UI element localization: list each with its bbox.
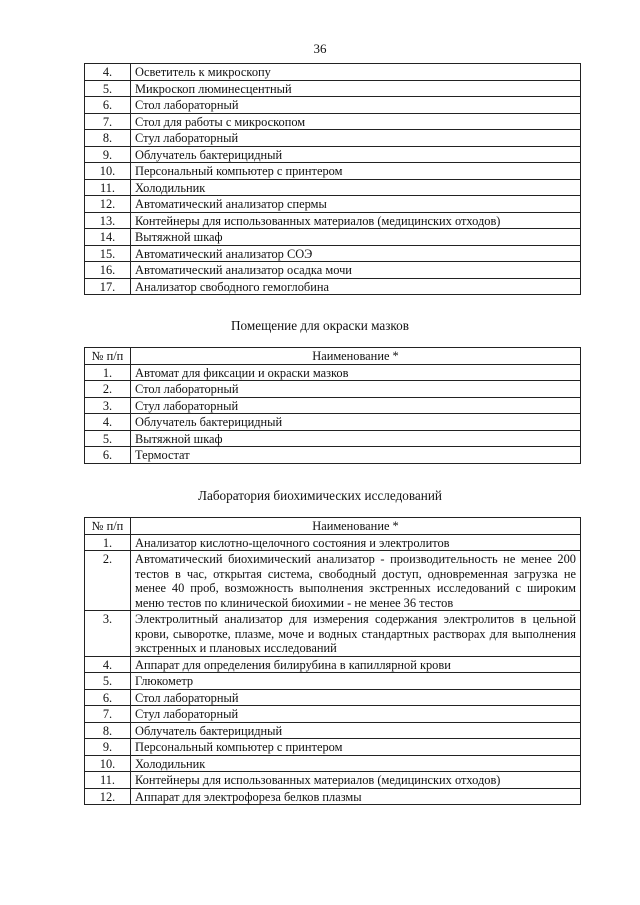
table-row bbox=[85, 673, 581, 690]
row-number: 14. bbox=[85, 229, 131, 246]
table-row bbox=[85, 447, 581, 464]
row-number: 6. bbox=[85, 447, 131, 464]
biochemistry-lab-table bbox=[84, 517, 581, 805]
row-item-name: Холодильник bbox=[131, 755, 581, 772]
table-header-row bbox=[85, 518, 581, 535]
row-number: 11. bbox=[85, 179, 131, 196]
table-row bbox=[85, 381, 581, 398]
table-row bbox=[85, 163, 581, 180]
table-row bbox=[85, 245, 581, 262]
row-item-name: Стул лабораторный bbox=[131, 397, 581, 414]
table2-body bbox=[85, 364, 581, 463]
table-row bbox=[85, 656, 581, 673]
row-item-name: Автомат для фиксации и окраски мазков bbox=[131, 364, 581, 381]
section-title-biochemistry-lab: Лаборатория биохимических исследований bbox=[198, 488, 442, 503]
row-number: 2. bbox=[85, 551, 131, 611]
row-number: 3. bbox=[85, 397, 131, 414]
row-number: 9. bbox=[85, 146, 131, 163]
row-item-name: Стол лабораторный bbox=[131, 689, 581, 706]
table-row bbox=[85, 113, 581, 130]
smear-staining-table bbox=[84, 347, 581, 464]
table-header-row bbox=[85, 348, 581, 365]
row-item-name: Аппарат для электрофореза белков плазмы bbox=[131, 788, 581, 805]
row-number: 11. bbox=[85, 772, 131, 789]
table-row bbox=[85, 278, 581, 295]
row-number: 6. bbox=[85, 97, 131, 114]
row-item-name: Контейнеры для использованных материалов (медицинских отходов) bbox=[131, 212, 581, 229]
row-number: 12. bbox=[85, 196, 131, 213]
row-item-name: Стол для работы с микроскопом bbox=[131, 113, 581, 130]
row-item-name: Аппарат для определения билирубина в капиллярной крови bbox=[131, 656, 581, 673]
row-item-name: Микроскоп люминесцентный bbox=[131, 80, 581, 97]
row-item-name: Облучатель бактерицидный bbox=[131, 414, 581, 431]
row-item-name: Глюкометр bbox=[131, 673, 581, 690]
table-row bbox=[85, 130, 581, 147]
equipment-table-continued bbox=[84, 63, 581, 295]
row-number: 5. bbox=[85, 430, 131, 447]
table-row bbox=[85, 196, 581, 213]
table1-body bbox=[85, 64, 581, 295]
row-item-name: Облучатель бактерицидный bbox=[131, 722, 581, 739]
table-row bbox=[85, 611, 581, 657]
row-item-name: Персональный компьютер с принтером bbox=[131, 739, 581, 756]
page-number: 36 bbox=[313, 41, 327, 56]
table-row bbox=[85, 97, 581, 114]
header-num: № п/п bbox=[85, 518, 131, 535]
table-row bbox=[85, 534, 581, 551]
row-item-name: Стул лабораторный bbox=[131, 706, 581, 723]
table-row bbox=[85, 772, 581, 789]
row-number: 7. bbox=[85, 706, 131, 723]
row-number: 2. bbox=[85, 381, 131, 398]
row-number: 4. bbox=[85, 414, 131, 431]
table-row bbox=[85, 146, 581, 163]
row-item-name: Анализатор свободного гемоглобина bbox=[131, 278, 581, 295]
row-number: 4. bbox=[85, 656, 131, 673]
row-number: 3. bbox=[85, 611, 131, 657]
row-item-name: Стул лабораторный bbox=[131, 130, 581, 147]
row-item-name: Автоматический биохимический анализатор - производительность не менее 200 тестов в час, открытая система, свободный доступ, одновременная загрузка не менее 40 проб, возможность выполнения экстренных исследований с широким меню тестов по клинической биохимии - не менее 36 тестов bbox=[131, 551, 581, 611]
row-item-name: Осветитель к микроскопу bbox=[131, 64, 581, 81]
header-num: № п/п bbox=[85, 348, 131, 365]
row-item-name: Персональный компьютер с принтером bbox=[131, 163, 581, 180]
row-item-name: Стол лабораторный bbox=[131, 381, 581, 398]
row-number: 7. bbox=[85, 113, 131, 130]
table-row bbox=[85, 64, 581, 81]
table-row bbox=[85, 262, 581, 279]
table-row bbox=[85, 397, 581, 414]
header-name: Наименование * bbox=[131, 348, 581, 365]
row-item-name: Облучатель бактерицидный bbox=[131, 146, 581, 163]
table-row bbox=[85, 430, 581, 447]
row-item-name: Холодильник bbox=[131, 179, 581, 196]
table-row bbox=[85, 179, 581, 196]
table-row bbox=[85, 80, 581, 97]
row-number: 15. bbox=[85, 245, 131, 262]
table-row bbox=[85, 551, 581, 611]
table-row bbox=[85, 212, 581, 229]
table-row bbox=[85, 689, 581, 706]
row-item-name: Стол лабораторный bbox=[131, 97, 581, 114]
row-number: 4. bbox=[85, 64, 131, 81]
table-row bbox=[85, 229, 581, 246]
row-item-name: Контейнеры для использованных материалов (медицинских отходов) bbox=[131, 772, 581, 789]
row-number: 10. bbox=[85, 755, 131, 772]
row-item-name: Вытяжной шкаф bbox=[131, 430, 581, 447]
section-title-smear-staining: Помещение для окраски мазков bbox=[231, 318, 409, 333]
row-number: 1. bbox=[85, 534, 131, 551]
row-number: 8. bbox=[85, 130, 131, 147]
row-item-name: Термостат bbox=[131, 447, 581, 464]
table-row bbox=[85, 706, 581, 723]
row-number: 10. bbox=[85, 163, 131, 180]
table-row bbox=[85, 722, 581, 739]
row-number: 6. bbox=[85, 689, 131, 706]
table-row bbox=[85, 788, 581, 805]
table-row bbox=[85, 755, 581, 772]
row-number: 12. bbox=[85, 788, 131, 805]
table-row bbox=[85, 739, 581, 756]
row-number: 17. bbox=[85, 278, 131, 295]
table3-body bbox=[85, 534, 581, 805]
row-number: 5. bbox=[85, 673, 131, 690]
row-item-name: Анализатор кислотно-щелочного состояния и электролитов bbox=[131, 534, 581, 551]
table-row bbox=[85, 414, 581, 431]
row-number: 13. bbox=[85, 212, 131, 229]
row-item-name: Автоматический анализатор спермы bbox=[131, 196, 581, 213]
row-item-name: Электролитный анализатор для измерения содержания электролитов в цельной крови, сыворотке, плазме, моче и водных стандартных растворах для выполнения экстренных и плановых исследований bbox=[131, 611, 581, 657]
row-number: 1. bbox=[85, 364, 131, 381]
row-item-name: Автоматический анализатор осадка мочи bbox=[131, 262, 581, 279]
row-number: 5. bbox=[85, 80, 131, 97]
header-name: Наименование * bbox=[131, 518, 581, 535]
row-number: 8. bbox=[85, 722, 131, 739]
table-row bbox=[85, 364, 581, 381]
row-item-name: Автоматический анализатор СОЭ bbox=[131, 245, 581, 262]
row-number: 9. bbox=[85, 739, 131, 756]
row-item-name: Вытяжной шкаф bbox=[131, 229, 581, 246]
row-number: 16. bbox=[85, 262, 131, 279]
